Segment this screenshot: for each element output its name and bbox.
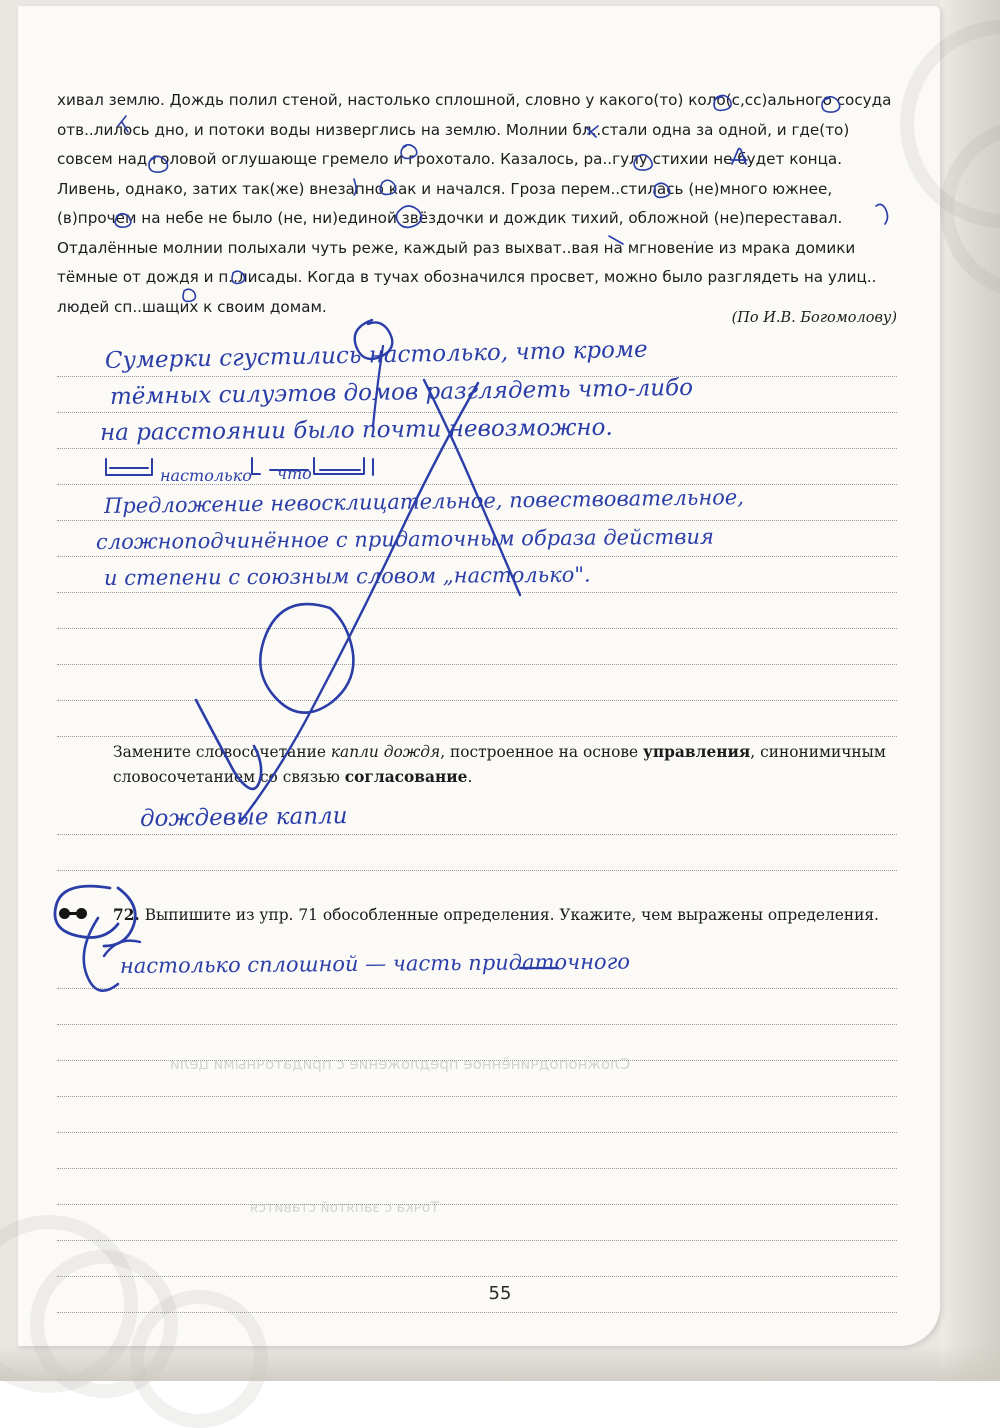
writing-rule	[57, 1095, 897, 1097]
writing-rule	[57, 627, 897, 629]
handwritten-answer-1-line-3: на расстоянии было почти невозможно.	[99, 414, 613, 446]
task-zamenite-text-before: Замените словосочетание	[113, 743, 331, 761]
exercise-72-text: Выпишите из упр. 71 обособленные определения. Укажите, чем выражены определения.	[144, 906, 879, 924]
writing-rule	[57, 699, 897, 701]
writing-rule	[57, 411, 897, 413]
handwritten-answer-1-line-2: тёмных силуэтов домов разглядеть что-либо	[109, 374, 694, 410]
writing-rule	[57, 663, 897, 665]
writing-rule	[57, 987, 897, 989]
handwritten-answer-2-line-2: сложноподчинённое с придаточным образа действия	[95, 524, 715, 554]
bleed-through-line-1: Сложноподчинённое предложение с придаточными цели	[170, 1055, 631, 1073]
writing-rule	[57, 1023, 897, 1025]
writing-rule	[57, 1275, 897, 1277]
exercise-bullet-marker	[59, 905, 103, 921]
bleed-through-line-2: Точка с запятой ставится	[250, 1200, 439, 1216]
printed-passage: хивал землю. Дождь полил стеной, настолько сплошной, словно у какого(то) коло(с,сс)ального сосуда отв..лилось дно, и потоки воды низверглись на землю. Молнии бл..стали одна за одной, и где(то) совсем над головой оглушающе гремело и грохотало. Казалось, ра..гулу стихии не будет конца. Ливень, однако, затих так(же) внезапно как и начался. Гроза перем..стилась (не)много южнее, (в)прочем на небе не было (не, ни)единой звёздочки и дождик тихий, обложной (не)переставал. Отдалённые молнии полыхали чуть реже, каждый раз выхват..вая на мгновение из мрака домики тёмные от дождя и п..лисады. Когда в тучах обозначился просвет, можно было разглядеть на улиц.. людей сп..шащих к своим домам.	[57, 91, 892, 316]
writing-rule	[57, 1131, 897, 1133]
writing-rule	[57, 869, 897, 871]
handwritten-answer-2-line-1: Предложение невосклицательное, повествовательное,	[103, 485, 745, 518]
page-number: 55	[488, 1283, 512, 1304]
task-zamenite-bold-1: управления	[643, 743, 751, 761]
writing-rule	[57, 447, 897, 449]
writing-rule	[57, 375, 897, 377]
writing-rule	[57, 1311, 897, 1313]
handwritten-answer-3: дождевые капли	[139, 803, 348, 832]
writing-rule	[57, 591, 897, 593]
task-zamenite-italic-phrase: капли дождя	[330, 743, 441, 761]
writing-rule	[57, 1167, 897, 1169]
scheme-label-nastolko: настолько	[160, 466, 252, 485]
page-bottom-shadow	[0, 1345, 1000, 1381]
writing-rule	[57, 519, 897, 521]
handwritten-answer-1-line-1: Сумерки сгустились настолько, что кроме	[104, 336, 648, 374]
task-exercise-72	[113, 903, 903, 928]
task-zamenite-text-middle: , построенное на основе	[440, 743, 644, 761]
handwritten-answer-2-line-3: и степени с союзным словом „настолько".	[103, 562, 591, 590]
writing-rule	[57, 1059, 897, 1061]
writing-rule	[57, 833, 897, 835]
task-zamenite-text-after: , синонимичным словосочетанием со связью	[113, 743, 886, 786]
exercise-number: 72.	[113, 906, 140, 924]
handwritten-answer-4: настолько сплошной — часть придаточного	[119, 949, 631, 978]
task-zamenite	[113, 740, 903, 790]
task-zamenite-text-end: .	[467, 768, 473, 786]
passage-attribution: (По И.В. Богомолову)	[731, 310, 897, 326]
writing-rule	[57, 1239, 897, 1241]
writing-rule	[57, 555, 897, 557]
scheme-label-chto: что	[277, 464, 312, 483]
writing-rule	[57, 1203, 897, 1205]
writing-rule	[57, 735, 897, 737]
task-zamenite-bold-2: согласование	[344, 768, 468, 786]
